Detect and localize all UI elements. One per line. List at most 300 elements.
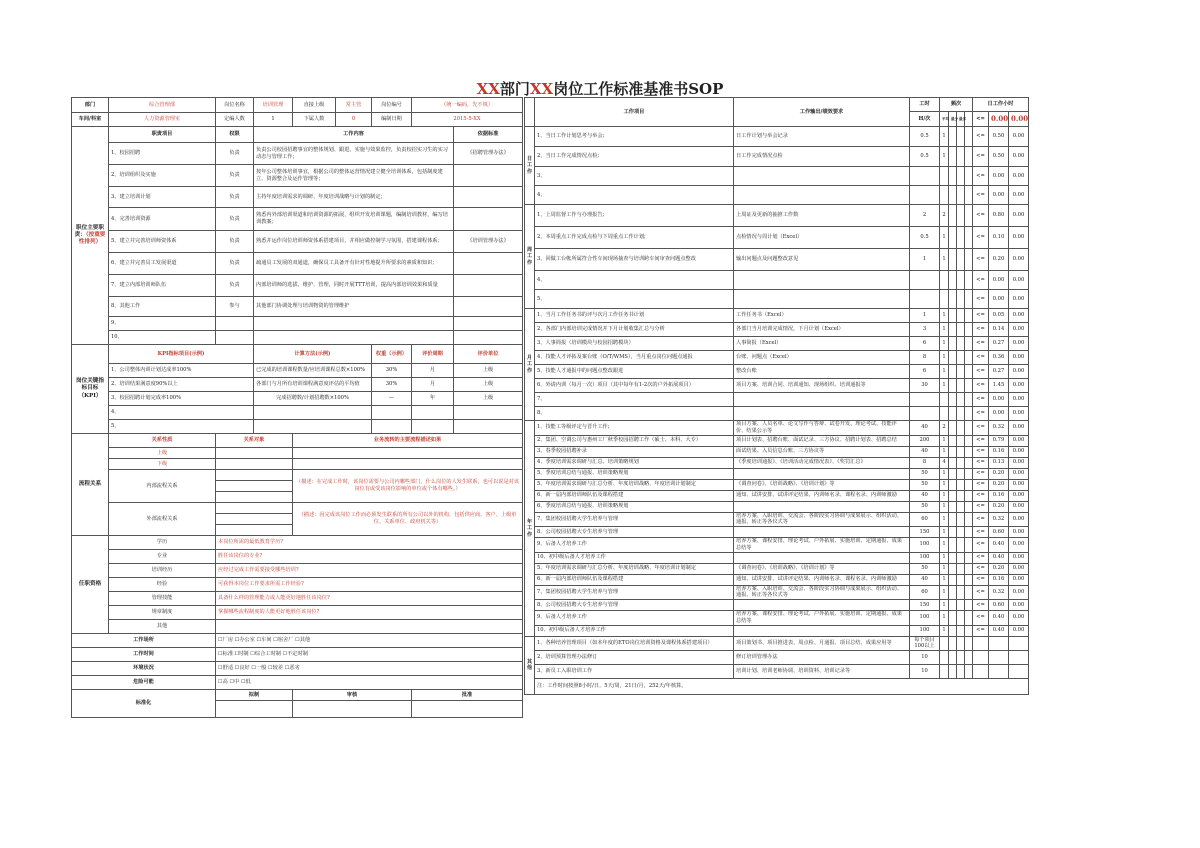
kpi-row (72, 378, 523, 392)
work-hours: 60 (910, 512, 940, 527)
year-work-row (525, 600, 1029, 611)
process-internal-object (216, 481, 293, 492)
work-freq-min (949, 167, 957, 186)
duty-content: 负责公司校园招聘事宜的整体规划、跟进，实施与效果监控，负责校招实习生的实习动态与管理工作； (254, 143, 454, 165)
work-freq-avg (940, 407, 949, 421)
qual-label: 规章制度 (109, 606, 216, 620)
dept-label: 部门 (72, 98, 109, 113)
month-work-row (525, 337, 1029, 351)
work-item: 6、外请内训（每月一次）项目（其中每年有1-2次的户外拓展项目） (535, 379, 734, 393)
work-daily-eq: <= (973, 127, 989, 147)
work-daily-eq: <= (973, 527, 989, 538)
work-daily-eq: <= (973, 538, 989, 553)
work-freq-avg: 1 (940, 490, 949, 501)
kpi-cycle (412, 420, 454, 434)
duty-item: 9、 (109, 317, 216, 331)
work-output (734, 186, 910, 205)
work-freq-blank (965, 563, 973, 574)
duty-item: 1、校园招聘 (109, 143, 216, 165)
work-daily-eq: <= (973, 309, 989, 323)
work-freq-min (949, 309, 957, 323)
work-daily-1: 0.60 (989, 600, 1009, 611)
work-freq-max (957, 636, 965, 651)
work-freq-blank (965, 421, 973, 436)
work-freq-blank (965, 625, 973, 636)
work-freq-avg: 1 (940, 435, 949, 446)
work-freq-max (957, 249, 965, 271)
duty-basis (454, 317, 523, 331)
work-daily-eq: <= (973, 271, 989, 290)
work-freq-blank (965, 351, 973, 365)
year-work-row (525, 574, 1029, 585)
work-daily-1: 0.16 (989, 574, 1009, 585)
work-freq-blank (965, 468, 973, 479)
work-output (734, 167, 910, 186)
work-hours: 50 (910, 468, 940, 479)
work-freq-min (949, 323, 957, 337)
work-freq-min (949, 457, 957, 468)
kpi-unit (454, 406, 523, 420)
work-daily-1: 0.20 (989, 501, 1009, 512)
work-output: 项目策划书、项目推进表、周点检、月通报、项目总结、成果应用等 (734, 636, 910, 651)
work-daily-1: 0.27 (989, 337, 1009, 351)
qual-value: 掌握哪些流程制度的人能更好地胜任该岗位? (216, 606, 523, 620)
work-daily-2: 0.00 (1009, 309, 1029, 323)
work-daily-2: 0.00 (1009, 167, 1029, 186)
duty-row (72, 208, 523, 231)
work-hours: 10 (910, 651, 940, 665)
work-hours: 40 (910, 421, 940, 436)
env-options[interactable]: ☐舒适 ☐良好 ☐一般 ☐较差 ☐恶劣 (216, 662, 523, 676)
process-up-desc (293, 448, 523, 459)
review-sign[interactable] (293, 701, 412, 718)
work-daily-eq: <= (973, 563, 989, 574)
year-work-row (525, 512, 1029, 527)
work-freq-min (949, 421, 957, 436)
work-hours: 10 (910, 665, 940, 679)
work-hours: 0.5 (910, 127, 940, 147)
work-freq-max (957, 479, 965, 490)
duty-basis (454, 331, 523, 345)
work-freq-avg: 1 (940, 227, 949, 249)
day-work-row (525, 167, 1029, 186)
duty-content (254, 331, 454, 345)
work-hours: 40 (910, 446, 940, 457)
work-daily-eq: <= (973, 186, 989, 205)
work-item: 2、当日工作完成情况点检; (535, 147, 734, 167)
work-freq-max (957, 421, 965, 436)
qual-value: 具备什么样的管理能力或人能更好地胜任该岗位? (216, 592, 523, 606)
duty-row (72, 297, 523, 317)
draft-label: 拟制 (216, 690, 293, 701)
work-freq-blank (965, 538, 973, 553)
year-work-row (525, 490, 1029, 501)
kpi-weight (372, 406, 412, 420)
work-hours: 100 (910, 538, 940, 553)
work-freq-blank (965, 271, 973, 290)
work-daily-eq: <= (973, 574, 989, 585)
year-work-row (525, 552, 1029, 563)
kpi-unit: 上级 (454, 378, 523, 392)
work-freq-blank (965, 323, 973, 337)
work-daily-1: 0.10 (989, 227, 1009, 249)
work-freq-blank (965, 379, 973, 393)
work-output (734, 600, 910, 611)
work-daily-2 (1009, 651, 1029, 665)
work-freq-max (957, 490, 965, 501)
work-freq-avg: 1 (940, 625, 949, 636)
other-work-row (525, 665, 1029, 679)
work-output: 输出问题点及问题整改意见 (734, 249, 910, 271)
work-hours: 50 (910, 479, 940, 490)
kpi-item: 1、公司整体内训计划达成率100% (109, 364, 254, 378)
work-freq-min (949, 407, 957, 421)
work-freq-max (957, 600, 965, 611)
month-work-label: 月工作 (525, 309, 535, 421)
kpi-weight (372, 420, 412, 434)
duty-row (72, 143, 523, 165)
work-freq-avg: 1 (940, 147, 949, 167)
duty-row (72, 275, 523, 297)
work-freq-avg: 1 (940, 365, 949, 379)
qual-value: 应经过完成工作需要接受哪些培训? (216, 564, 523, 578)
work-daily-eq: <= (973, 435, 989, 446)
work-item: 7、集团校园招聘大学生培养与管理 (535, 585, 734, 600)
work-output: 培养方案、入职培训、交流会、各阶段实习协调与成果展示、组织活动、通报、转正等各仪式等 (734, 585, 910, 600)
work-daily-eq: <= (973, 600, 989, 611)
work-daily-2: 0.00 (1009, 574, 1029, 585)
qual-label: 培训经历 (109, 564, 216, 578)
kpi-row (72, 420, 523, 434)
work-freq-avg: 2 (940, 205, 949, 227)
work-freq-blank (965, 479, 973, 490)
work-freq-max (957, 351, 965, 365)
duty-auth: 负责 (216, 275, 254, 297)
qual-label: 管理技能 (109, 592, 216, 606)
work-daily-1: 0.16 (989, 446, 1009, 457)
work-hours: 40 (910, 490, 940, 501)
process-section-label: 流程关系 (72, 434, 109, 536)
kpi-col-weight: 权重（示例） (372, 345, 412, 364)
process-external-object (216, 525, 293, 536)
work-hours: 3 (910, 323, 940, 337)
year-work-row (525, 611, 1029, 626)
work-output (734, 625, 910, 636)
duty-item: 5、建立并完善培训师资体系 (109, 231, 216, 253)
work-item: 6、季度培训总结与通报、培训策略规划 (535, 501, 734, 512)
work-freq-avg: 1 (940, 512, 949, 527)
work-hours: 200 (910, 435, 940, 446)
work-freq-blank (965, 290, 973, 309)
work-freq-avg: 1 (940, 309, 949, 323)
kpi-cycle (412, 406, 454, 420)
work-freq-min (949, 468, 957, 479)
duty-row (72, 331, 523, 345)
place-options[interactable]: ☐厂房 ☐办公室 ☐车间 ☐宿舍厂 ☐其他 (216, 634, 523, 648)
work-daily-1 (989, 651, 1009, 665)
env-label: 环境状况 (72, 662, 216, 676)
duty-row (72, 253, 523, 275)
work-freq-min (949, 351, 957, 365)
work-daily-2: 0.00 (1009, 227, 1029, 249)
work-hours: 100 (910, 625, 940, 636)
work-output: 人事简报（Excel） (734, 337, 910, 351)
work-hours (910, 186, 940, 205)
work-col-output: 工作输出/绩效要求 (734, 98, 910, 127)
work-daily-2: 0.00 (1009, 393, 1029, 407)
work-freq-blank (965, 435, 973, 446)
work-daily-1: 0.32 (989, 585, 1009, 600)
work-freq-min (949, 446, 957, 457)
work-daily-2: 0.00 (1009, 290, 1029, 309)
work-freq-blank (965, 393, 973, 407)
freq-sub-min: 最少 (949, 112, 957, 127)
work-daily-1: 0.60 (989, 527, 1009, 538)
month-work-row (525, 323, 1029, 337)
work-daily-1: 0.27 (989, 365, 1009, 379)
year-work-row (525, 585, 1029, 600)
year-work-row (525, 563, 1029, 574)
daily-total-2: 0.00 (1009, 112, 1029, 127)
work-daily-1: 0.20 (989, 563, 1009, 574)
work-daily-eq: <= (973, 479, 989, 490)
left-table (71, 97, 523, 718)
duty-basis (454, 275, 523, 297)
duty-item: 8、其他工作 (109, 297, 216, 317)
qual-value: 可获得本岗位工作要求所需工作经验? (216, 578, 523, 592)
work-freq-blank (965, 574, 973, 585)
kpi-col-method: 计算方法(示例) (254, 345, 372, 364)
work-output: 日工作完成情况点检 (734, 147, 910, 167)
review-label: 审核 (293, 690, 412, 701)
work-freq-max (957, 290, 965, 309)
superior-label: 直接上级 (293, 98, 336, 113)
work-freq-avg (940, 167, 949, 186)
work-daily-1: 0.36 (989, 351, 1009, 365)
work-daily-2: 0.00 (1009, 323, 1029, 337)
work-freq-blank (965, 552, 973, 563)
work-freq-blank (965, 512, 973, 527)
work-freq-min (949, 186, 957, 205)
work-freq-max (957, 501, 965, 512)
work-freq-min (949, 611, 957, 626)
daily-total-1: 0.00 (989, 112, 1009, 127)
work-daily-2: 0.00 (1009, 527, 1029, 538)
work-daily-2: 0.00 (1009, 271, 1029, 290)
duty-auth (216, 331, 254, 345)
work-freq-blank (965, 636, 973, 651)
work-hours (910, 393, 940, 407)
qual-label: 经验 (109, 578, 216, 592)
work-freq-max (957, 407, 965, 421)
month-work-row (525, 351, 1029, 365)
workshop-label: 车间/科室 (72, 113, 109, 127)
work-freq-blank (965, 227, 973, 249)
qual-label: 学历 (109, 536, 216, 550)
work-item: 5、技能人才通报中的问题点整改跟进 (535, 365, 734, 379)
duty-content: 内部培训师的选拔、维护、管理，同时开展TTT培训，提高内部培训效果和质量 (254, 275, 454, 297)
work-item: 3、回做工台帐所属符合性车间现场抽查与培训跨车间审查问题点整改 (535, 249, 734, 271)
duty-auth: 负责 (216, 143, 254, 165)
work-freq-max (957, 309, 965, 323)
daily-eq: <= (973, 112, 989, 127)
draft-sign[interactable] (216, 701, 293, 718)
work-daily-2: 0.00 (1009, 435, 1029, 446)
work-daily-1: 0.00 (989, 271, 1009, 290)
work-freq-blank (965, 600, 973, 611)
work-daily-1 (989, 665, 1009, 679)
month-work-row (525, 365, 1029, 379)
process-internal-note: （描述：在完成工作时，该岗位需要与公司内哪些部门，什么岗位的人发生联系，也可以说是对该岗位有或受该岗位影响的单位或个体有哪些。） (293, 470, 523, 503)
kpi-row (72, 392, 523, 406)
kpi-col-item: KPI指标项目(示例) (109, 345, 254, 364)
work-output (734, 552, 910, 563)
duty-auth: 负责 (216, 208, 254, 231)
work-item: 6、新一届内部培训师队伍及课程搭建 (535, 490, 734, 501)
work-daily-1: 0.50 (989, 127, 1009, 147)
work-daily-1: 1.45 (989, 379, 1009, 393)
duty-basis (454, 165, 523, 187)
work-freq-min (949, 574, 957, 585)
kpi-unit: 上级 (454, 364, 523, 378)
work-freq-min (949, 512, 957, 527)
freq-sub-max: 最多 (957, 112, 965, 127)
work-freq-blank (965, 457, 973, 468)
work-item: 3、 (535, 167, 734, 186)
work-daily-1: 0.40 (989, 538, 1009, 553)
work-item: 1、技能工等级评定与晋升工作; (535, 421, 734, 436)
work-output: 日工作计划与举会记录 (734, 127, 910, 147)
work-freq-max (957, 665, 965, 679)
work-item: 5、 (535, 290, 734, 309)
qual-value (216, 620, 523, 634)
work-daily-2: 0.00 (1009, 421, 1029, 436)
work-item: 5、年度培训需求调研与汇总分析、年度培训战略、年度培训计划制定 (535, 479, 734, 490)
work-output: 《调查问卷》、《培训战略》、《培训计划》等 (734, 563, 910, 574)
work-freq-blank (965, 167, 973, 186)
work-output: 项目方案、人员名单、论文写作与答辩、试卷开发、理论考试、技能评价、结果公示等 (734, 421, 910, 436)
duty-content: 其他部门协调处理与培训物资的管理维护 (254, 297, 454, 317)
process-external-object (216, 503, 293, 514)
work-freq-avg: 1 (940, 538, 949, 553)
work-item: 7、 (535, 393, 734, 407)
work-output: 《调查问卷》、《培训战略》、《培训计划》等 (734, 479, 910, 490)
duty-item: 3、建立培训计划 (109, 187, 216, 208)
work-output: 培养方案、课程安排、理论考试、户外拓展、实施培训、定期通报、成果总结等 (734, 611, 910, 626)
work-daily-2: 0.00 (1009, 625, 1029, 636)
work-daily-1: 0.20 (989, 479, 1009, 490)
work-output: 整改台账 (734, 365, 910, 379)
process-external-label: 外部流程关系 (109, 503, 216, 536)
work-freq-blank (965, 490, 973, 501)
work-item: 8、公司校园招聘大专生培养与管理 (535, 527, 734, 538)
approve-sign[interactable] (412, 701, 523, 718)
work-daily-eq: <= (973, 393, 989, 407)
duty-basis: 《招聘管理办法》 (454, 143, 523, 165)
work-item: 2、集团、空调公司与惠州工厂秋季校园招聘工作（硕士、本科、大专） (535, 435, 734, 446)
other-work-row (525, 636, 1029, 651)
work-daily-eq: <= (973, 147, 989, 167)
work-item: 1、上周监督工作与办理报告; (535, 205, 734, 227)
work-daily-1: 0.00 (989, 186, 1009, 205)
work-item: 4、 (535, 186, 734, 205)
work-freq-min (949, 227, 957, 249)
work-daily-1: 0.05 (989, 309, 1009, 323)
year-work-row (525, 527, 1029, 538)
work-daily-eq: <= (973, 227, 989, 249)
work-freq-blank (965, 309, 973, 323)
post-value: 培训管理 (254, 98, 293, 113)
work-daily-2: 0.00 (1009, 563, 1029, 574)
duty-content (254, 317, 454, 331)
work-daily-2: 0.00 (1009, 249, 1029, 271)
work-daily-eq: <= (973, 407, 989, 421)
work-freq-min (949, 636, 957, 651)
work-hours: 0.5 (910, 227, 940, 249)
time-options[interactable]: ☐标准工时制 ☐综合工时制 ☐不定时制 (216, 648, 523, 662)
work-freq-min (949, 379, 957, 393)
work-daily-eq: <= (973, 468, 989, 479)
week-work-label: 周工作 (525, 205, 535, 309)
work-item: 6、新一届内部培训师队伍及课程搭建 (535, 574, 734, 585)
work-hours: 40 (910, 574, 940, 585)
work-hours (910, 290, 940, 309)
work-freq-max (957, 512, 965, 527)
duties-col-basis: 依据标准 (454, 127, 523, 143)
work-freq-max (957, 127, 965, 147)
work-freq-avg (940, 186, 949, 205)
duty-basis (454, 297, 523, 317)
work-output (734, 501, 910, 512)
work-output: 台账、问题点（Excel） (734, 351, 910, 365)
week-work-row (525, 249, 1029, 271)
qual-label: 专业 (109, 550, 216, 564)
work-col-daily: 日工作小时 (973, 98, 1029, 112)
work-freq-max (957, 379, 965, 393)
work-hours: 50 (910, 563, 940, 574)
work-freq-avg: 1 (940, 479, 949, 490)
work-freq-min (949, 600, 957, 611)
work-daily-eq: <= (973, 351, 989, 365)
work-freq-max (957, 625, 965, 636)
kpi-cycle: 月 (412, 378, 454, 392)
process-internal-object (216, 470, 293, 481)
year-work-row (525, 501, 1029, 512)
work-daily-eq: <= (973, 585, 989, 600)
work-freq-min (949, 393, 957, 407)
work-freq-max (957, 365, 965, 379)
work-daily-2: 0.00 (1009, 479, 1029, 490)
month-work-row (525, 393, 1029, 407)
duty-auth: 负责 (216, 231, 254, 253)
work-daily-2 (1009, 665, 1029, 679)
risk-options[interactable]: ☐高 ☐中 ☐低 (216, 676, 523, 690)
work-output (734, 468, 910, 479)
work-daily-eq: <= (973, 490, 989, 501)
work-item: 8、 (535, 407, 734, 421)
work-item: 2、培训预算管理办法修订 (535, 651, 734, 665)
work-freq-max (957, 585, 965, 600)
date-value: 2015-5-XX (412, 113, 523, 127)
duty-auth (216, 317, 254, 331)
year-work-label: 年工作 (525, 421, 535, 637)
work-freq-max (957, 147, 965, 167)
work-freq-max (957, 186, 965, 205)
work-freq-min (949, 271, 957, 290)
work-freq-min (949, 490, 957, 501)
month-work-row (525, 379, 1029, 393)
work-freq-avg (940, 665, 949, 679)
